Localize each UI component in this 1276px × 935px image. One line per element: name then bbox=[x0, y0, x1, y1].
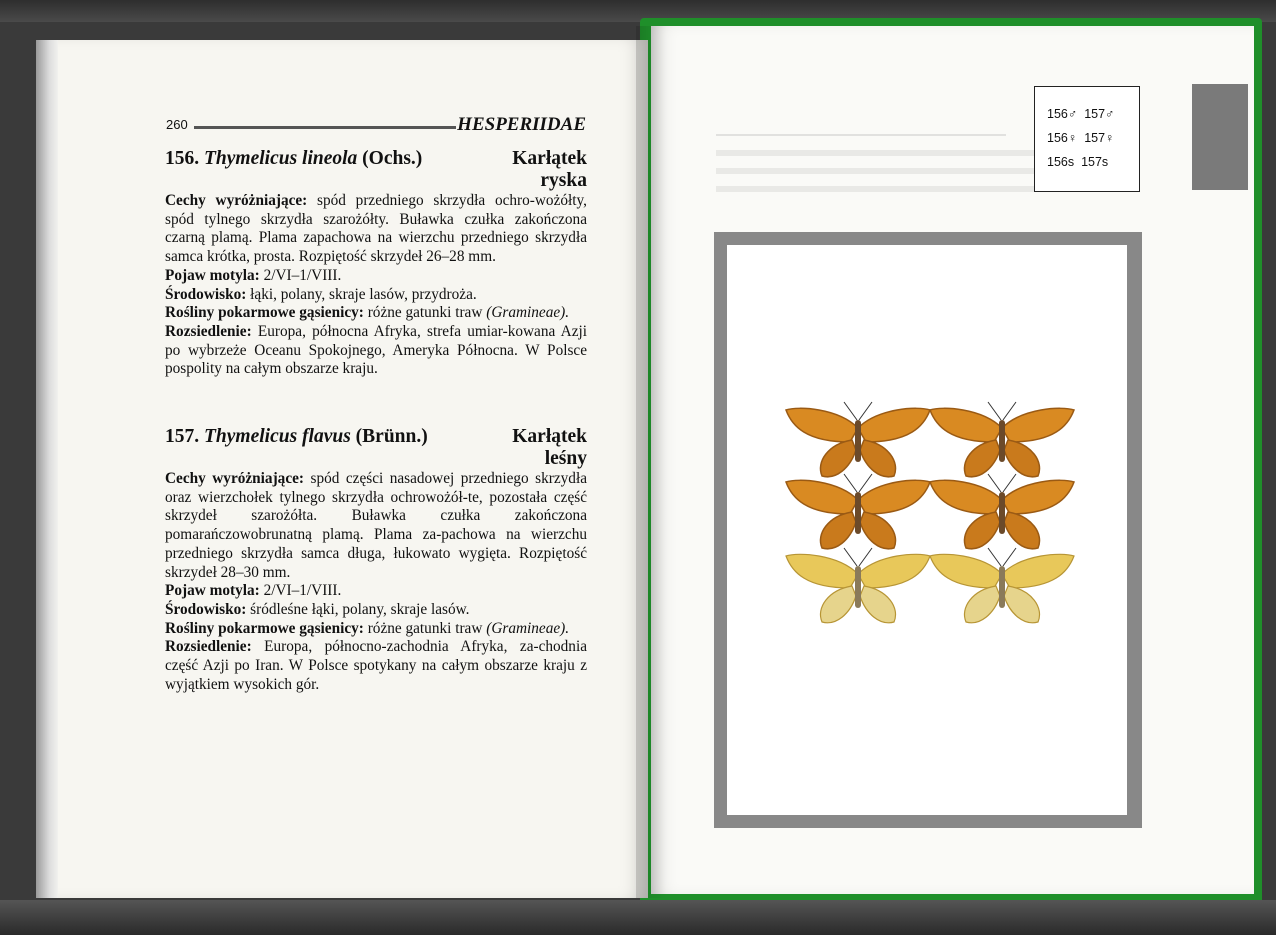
page-edge-stack bbox=[36, 40, 58, 898]
entry-title bbox=[165, 148, 587, 192]
distribution-paragraph: Rozsiedlenie: Europa, północna Afryka, strefa umiar-kowana Azji po wybrzeże Oceanu Spokojnego, Ameryka Północna. W Polsce pospolity na całym obszarze kraju. bbox=[165, 322, 587, 378]
species-entry-156 bbox=[165, 148, 587, 379]
butterfly-157-underside bbox=[930, 548, 1074, 623]
scientific-name bbox=[165, 148, 422, 170]
distribution-paragraph: Rozsiedlenie: Europa, północno-zachodnia Afryka, za-chodnia część Azji po Iran. W Polsce spotykany na całym obszarze kraju z wyjątkiem wysokich gór. bbox=[165, 638, 587, 693]
running-header bbox=[166, 114, 586, 136]
header-rule bbox=[194, 126, 456, 129]
butterfly-156-underside bbox=[786, 548, 930, 623]
legend-row-female: 156♀ 157♀ bbox=[1047, 131, 1115, 145]
butterfly-157-male bbox=[930, 402, 1074, 477]
habitat-paragraph: Środowisko: śródleśne łąki, polany, skraje lasów. bbox=[165, 600, 470, 618]
entry-title bbox=[165, 426, 587, 470]
features-paragraph: Cechy wyróżniające: spód przedniego skrzydła ochro-wożółty, spód tylnego skrzydła szarożółty. Buławka czułka zakończona czarną plamą. Plama zapachowa na wierzchu przedniego skrzydła samca krótka, prosta. Rozpiętość skrzydeł 26–28 mm. bbox=[165, 192, 587, 266]
species-name: Thymelicus flavus bbox=[204, 426, 351, 447]
scan-background-bottom bbox=[0, 900, 1276, 935]
flight-period-paragraph: Pojaw motyla: 2/VI–1/VIII. bbox=[165, 266, 342, 284]
entry-number: 157. bbox=[165, 426, 200, 447]
page-number: 260 bbox=[166, 117, 188, 132]
butterfly-157-female bbox=[930, 474, 1074, 549]
features-paragraph: Cechy wyróżniające: spód części nasadowej przedniego skrzydła oraz wierzchołek tylnego skrzydła ochrowożół-te, pozostała część skrzydeł szarożółta. Buławka czułka zakończona pomarańczowobrunatną plamą. Plama za-pachowa na wierzchu przedniego skrzydła samca długa, łukowato wygięta. Rozpiętość skrzydeł 28–30 mm. bbox=[165, 470, 587, 581]
common-name: Karłątek ryska bbox=[512, 148, 587, 191]
butterfly-156-male bbox=[786, 402, 930, 477]
habitat-paragraph: Środowisko: łąki, polany, skraje lasów, przydroża. bbox=[165, 285, 477, 303]
entry-number: 156. bbox=[165, 148, 200, 169]
scientific-name bbox=[165, 426, 428, 448]
species-entry-157 bbox=[165, 426, 587, 694]
flight-period-paragraph: Pojaw motyla: 2/VI–1/VIII. bbox=[165, 582, 342, 600]
species-name: Thymelicus lineola bbox=[204, 148, 358, 169]
family-title: HESPERIIDAE bbox=[457, 114, 586, 135]
common-name: Karłątek leśny bbox=[512, 426, 587, 469]
butterfly-156-female bbox=[786, 474, 930, 549]
page-tab-marker bbox=[1192, 84, 1248, 190]
author-name: (Brünn.) bbox=[355, 426, 428, 447]
legend-row-male: 156♂ 157♂ bbox=[1047, 107, 1115, 121]
legend-row-underside: 156s 157s bbox=[1047, 155, 1109, 169]
foodplants-paragraph: Rośliny pokarmowe gąsienicy: różne gatunki traw (Gramineae). bbox=[165, 619, 570, 637]
specimen-legend bbox=[1034, 86, 1140, 192]
author-name: (Ochs.) bbox=[362, 148, 423, 169]
book-spine-shadow bbox=[636, 26, 666, 898]
foodplants-paragraph: Rośliny pokarmowe gąsienicy: różne gatunki traw (Gramineae). bbox=[165, 304, 570, 322]
butterfly-plate bbox=[780, 394, 1080, 644]
